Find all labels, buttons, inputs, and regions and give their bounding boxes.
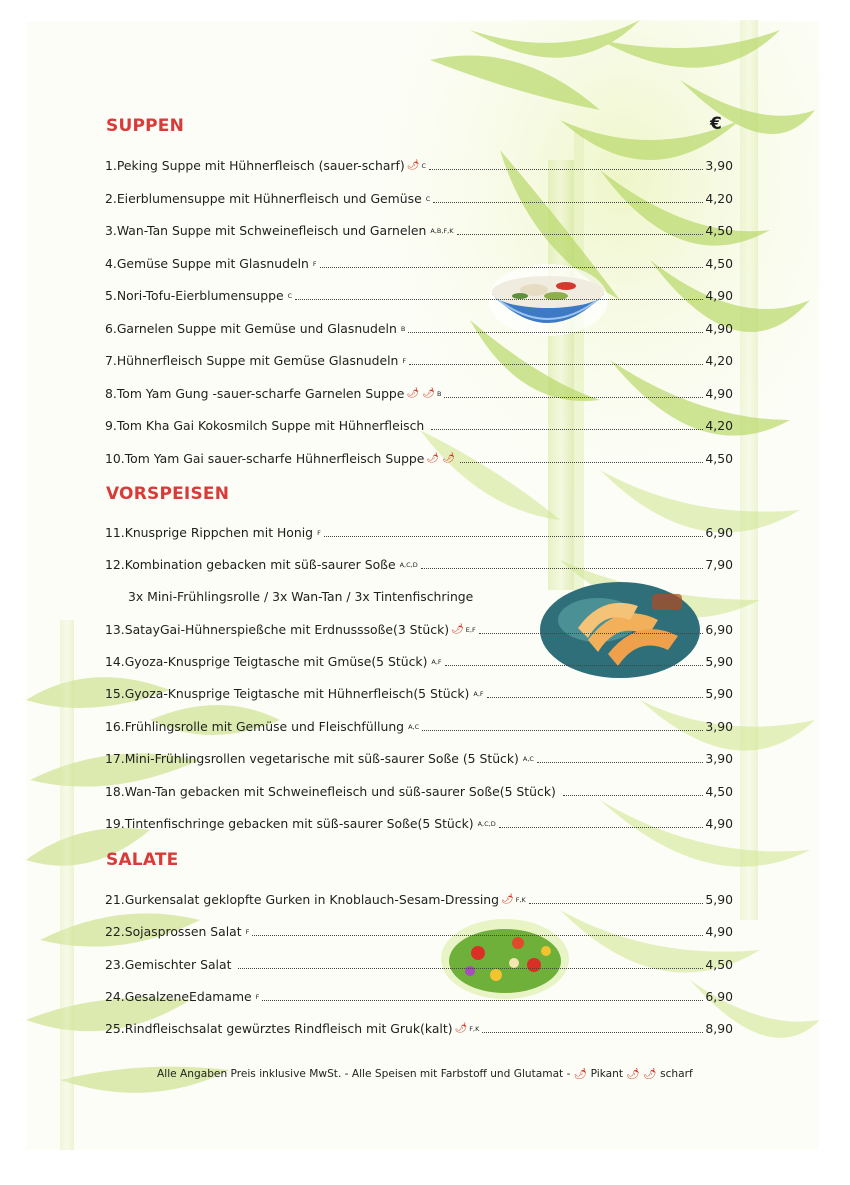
dot-leader: [563, 795, 704, 796]
menu-item: [105, 650, 733, 670]
item-price: 3,90: [705, 719, 733, 734]
item-name: 23.Gemischter Salat: [105, 957, 232, 972]
menu-item: [105, 521, 733, 541]
menu-item: [105, 618, 733, 638]
menu-item: [105, 317, 733, 337]
allergen-codes: A,B,F,K: [430, 227, 454, 235]
menu-item: [105, 715, 733, 735]
chili-icon: 🌶: [573, 1068, 588, 1080]
item-name: 4.Gemüse Suppe mit Glasnudeln: [105, 256, 309, 271]
item-name: 7.Hühnerfleisch Suppe mit Gemüse Glasnudeln: [105, 353, 399, 368]
menu-item: [105, 953, 733, 973]
menu-item: [105, 747, 733, 767]
dot-leader: [422, 730, 703, 731]
item-price: 8,90: [705, 1021, 733, 1036]
menu-item: [105, 414, 733, 434]
menu-item: [105, 780, 733, 800]
item-price: 6,90: [705, 989, 733, 1004]
allergen-codes: A,C: [522, 755, 534, 763]
dot-leader: [529, 903, 704, 904]
menu-item: [105, 447, 733, 467]
dot-leader: [429, 169, 703, 170]
item-name: 18.Wan-Tan gebacken mit Schweinefleisch und süß-saurer Soße(5 Stück): [105, 784, 556, 799]
chili-icon: 🌶: [406, 160, 420, 171]
combo-note: 3x Mini-Frühlingsrolle / 3x Wan-Tan / 3x Tintenfischringe: [128, 589, 474, 604]
footer-note: [157, 1067, 693, 1080]
item-name: 9.Tom Kha Gai Kokosmilch Suppe mit Hühnerfleisch: [105, 418, 425, 433]
item-price: 5,90: [705, 654, 733, 669]
dot-leader: [457, 234, 704, 235]
item-name: 25.Rindfleischsalat gewürztes Rindfleisch mit Gruk(kalt): [105, 1021, 453, 1036]
dot-leader: [295, 299, 703, 300]
allergen-codes: C: [421, 162, 426, 170]
item-price: 4,50: [705, 957, 733, 972]
item-name: 19.Tintenfischringe gebacken mit süß-saurer Soße(5 Stück): [105, 816, 474, 831]
item-name: 10.Tom Yam Gai sauer-scharfe Hühnerfleisch Suppe: [105, 451, 425, 466]
item-price: 4,50: [705, 784, 733, 799]
allergen-codes: A,F: [431, 658, 442, 666]
section-title-suppen: SUPPEN: [106, 116, 185, 136]
item-price: 6,90: [705, 622, 733, 637]
dot-leader: [409, 364, 703, 365]
dot-leader: [262, 1000, 703, 1001]
item-price: 4,50: [705, 223, 733, 238]
legend-pikant: Pikant: [590, 1068, 624, 1080]
dot-leader: [482, 1032, 703, 1033]
chili-icon: 🌶: [500, 894, 514, 905]
footer-text: Alle Angaben Preis inklusive MwSt. - Alle Speisen mit Farbstoff und Glutamat -: [157, 1068, 571, 1080]
menu-item: [105, 219, 733, 239]
item-price: 5,90: [705, 892, 733, 907]
item-name: 24.GesalzeneEdamame: [105, 989, 252, 1004]
item-price: 6,90: [705, 525, 733, 540]
item-name: 16.Frühlingsrolle mit Gemüse und Fleischfüllung: [105, 719, 405, 734]
chili-icon: 🌶 🌶: [426, 453, 455, 464]
item-price: 4,50: [705, 256, 733, 271]
double-chili-icon: 🌶 🌶: [626, 1068, 657, 1080]
item-price: 3,90: [705, 158, 733, 173]
item-price: 7,90: [705, 557, 733, 572]
item-name: 22.Sojasprossen Salat: [105, 924, 242, 939]
item-price: 4,20: [705, 191, 733, 206]
menu-item: [105, 888, 733, 908]
dot-leader: [421, 568, 704, 569]
allergen-codes: A,C: [408, 723, 420, 731]
allergen-codes: C: [287, 292, 293, 300]
dot-leader: [499, 827, 704, 828]
menu-item: [105, 382, 733, 402]
dot-leader: [408, 332, 703, 333]
item-price: 4,90: [705, 288, 733, 303]
dot-leader: [431, 429, 703, 430]
item-price: 4,90: [705, 321, 733, 336]
dot-leader: [460, 462, 703, 463]
item-name: 14.Gyoza-Knusprige Teigtasche mit Gmüse(5 Stück): [105, 654, 428, 669]
allergen-codes: B: [437, 390, 442, 398]
dot-leader: [238, 968, 703, 969]
chili-icon: 🌶: [451, 624, 464, 635]
currency-header: €: [710, 114, 722, 134]
allergen-codes: F: [255, 993, 260, 1001]
item-price: 4,90: [705, 816, 733, 831]
allergen-codes: F,K: [515, 896, 526, 904]
chili-icon: 🌶: [454, 1023, 468, 1034]
chili-icon: 🌶 🌶: [406, 388, 436, 399]
item-price: 5,90: [705, 686, 733, 701]
allergen-codes: A,C,D: [477, 820, 496, 828]
dot-leader: [537, 762, 703, 763]
section-title-salate: SALATE: [106, 850, 179, 870]
item-price: 4,20: [705, 353, 733, 368]
allergen-codes: F,K: [469, 1025, 480, 1033]
menu-item: [105, 154, 733, 174]
allergen-codes: F: [317, 529, 321, 537]
allergen-codes: B: [400, 325, 406, 333]
dot-leader: [320, 267, 704, 268]
allergen-codes: F: [245, 928, 250, 936]
dot-leader: [252, 935, 703, 936]
dot-leader: [487, 697, 704, 698]
dot-leader: [445, 665, 704, 666]
menu-item: [105, 284, 733, 304]
menu-item: [105, 349, 733, 369]
menu-item: [105, 1017, 733, 1037]
item-name: 15.Gyoza-Knusprige Teigtasche mit Hühnerfleisch(5 Stück): [105, 686, 470, 701]
item-price: 4,50: [705, 451, 733, 466]
item-name: 11.Knusprige Rippchen mit Honig: [105, 525, 314, 540]
allergen-codes: E,F: [465, 626, 476, 634]
menu-item: [105, 682, 733, 702]
dot-leader: [479, 633, 704, 634]
dot-leader: [433, 202, 703, 203]
item-name: 5.Nori-Tofu-Eierblumensuppe: [105, 288, 284, 303]
legend-scharf: scharf: [660, 1068, 693, 1080]
item-name: 2.Eierblumensuppe mit Hühnerfleisch und Gemüse: [105, 191, 422, 206]
allergen-codes: F: [402, 357, 407, 365]
item-price: 3,90: [705, 751, 733, 766]
item-price: 4,20: [705, 418, 733, 433]
item-name: 12.Kombination gebacken mit süß-saurer Soße: [105, 557, 396, 572]
dot-leader: [444, 397, 703, 398]
allergen-codes: C: [425, 195, 431, 203]
menu-item: [105, 920, 733, 940]
menu-item: [105, 252, 733, 272]
menu-item: [105, 985, 733, 1005]
item-name: 8.Tom Yam Gung -sauer-scharfe Garnelen Suppe: [105, 386, 405, 401]
item-name: 17.Mini-Frühlingsrollen vegetarische mit süß-saurer Soße (5 Stück): [105, 751, 519, 766]
item-name: 1.Peking Suppe mit Hühnerfleisch (sauer-scharf): [105, 158, 405, 173]
allergen-codes: A,F: [473, 690, 484, 698]
menu-item: [105, 553, 733, 573]
item-price: 4,90: [705, 924, 733, 939]
item-name: 21.Gurkensalat geklopfte Gurken in Knoblauch-Sesam-Dressing: [105, 892, 499, 907]
allergen-codes: A,C,D: [399, 561, 418, 569]
item-name: 13.SatayGai-Hühnerspießche mit Erdnusssoße(3 Stück): [105, 622, 450, 637]
item-price: 4,90: [705, 386, 733, 401]
menu-item: [105, 187, 733, 207]
allergen-codes: F: [312, 260, 317, 268]
item-name: 6.Garnelen Suppe mit Gemüse und Glasnudeln: [105, 321, 397, 336]
dot-leader: [324, 536, 704, 537]
menu-item: [105, 812, 733, 832]
item-name: 3.Wan-Tan Suppe mit Schweinefleisch und Garnelen: [105, 223, 427, 238]
section-title-vorspeisen: VORSPEISEN: [106, 484, 230, 504]
